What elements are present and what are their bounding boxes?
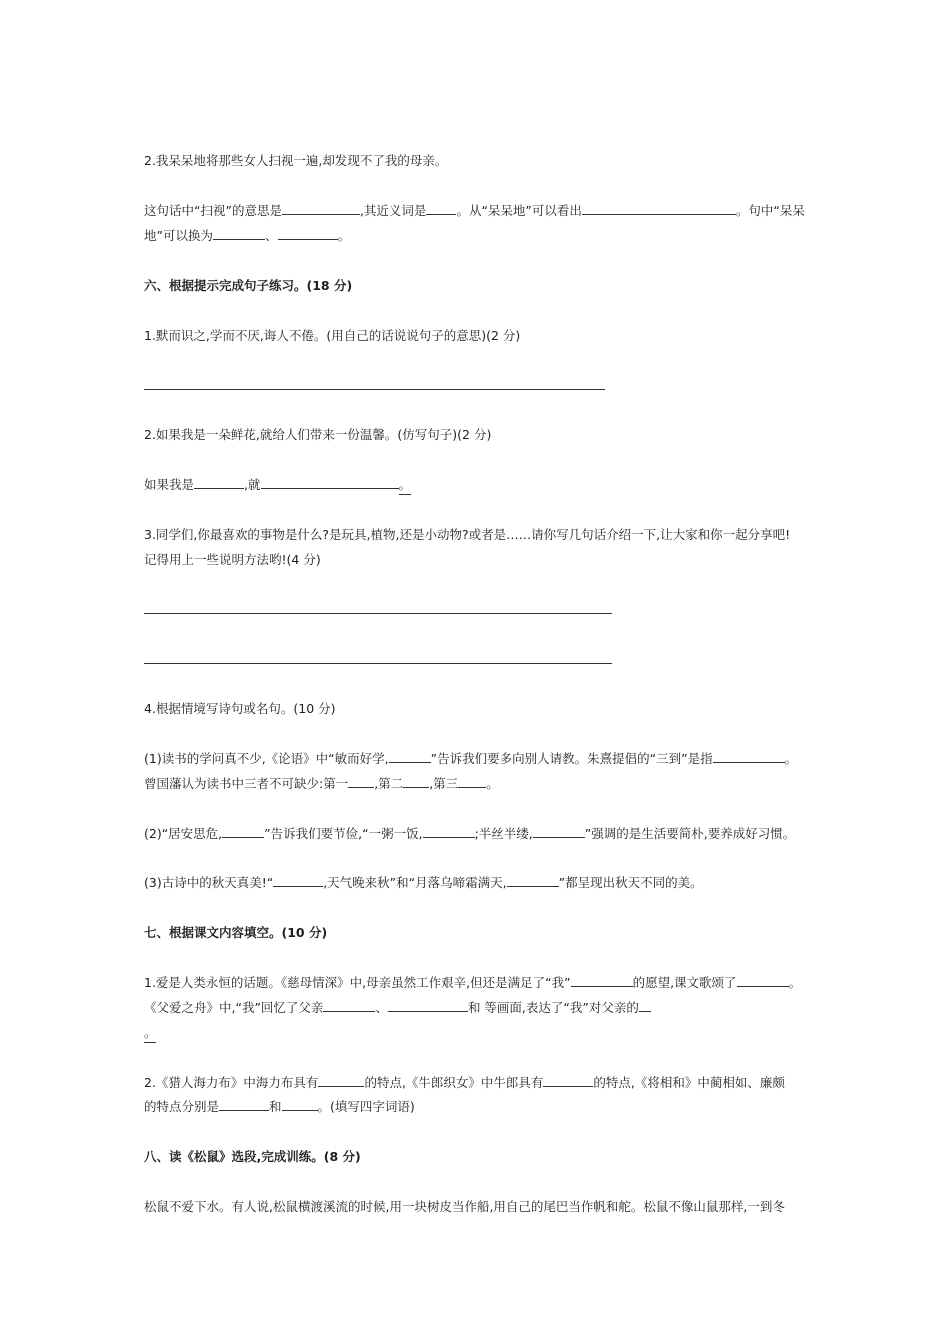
question-text: 2.如果我是一朵鲜花,就给人们带来一份温馨。(仿写句子)(2 分) (144, 427, 492, 442)
answer-blank[interactable] (388, 999, 468, 1012)
answer-blank[interactable] (423, 825, 475, 838)
answer-blank[interactable] (213, 227, 265, 240)
text-segment: 、 (264, 228, 278, 243)
text-segment: 的特点,《将相和》中蔺相如、廉颇 (593, 1075, 785, 1090)
answer-blank[interactable] (389, 750, 431, 763)
answer-blank[interactable] (543, 1074, 593, 1087)
text-segment: ,第三 (429, 776, 459, 791)
text-segment: 的愿望,课文歌颂了 (632, 975, 737, 990)
question-text (144, 227, 350, 245)
answer-blank[interactable] (278, 227, 338, 240)
answer-blank[interactable] (426, 202, 456, 215)
text-segment: ”都呈现出秋天不同的美。 (558, 875, 703, 890)
question-text (144, 825, 795, 843)
answer-blank[interactable] (261, 476, 399, 489)
text-segment: 和 等画面,表达了“我”对父亲的 (467, 1000, 639, 1015)
text-segment: (3)古诗中的秋天真美!“ (144, 875, 274, 890)
answer-blank[interactable] (219, 1098, 269, 1111)
passage-text: 松鼠不爱下水。有人说,松鼠横渡溪流的时候,用一块树皮当作船,用自己的尾巴当作帆和舵。松鼠不像山鼠那样,一到冬 (144, 1199, 785, 1214)
question-text (144, 874, 703, 892)
text-segment: 。(填写四字词语) (317, 1099, 415, 1114)
section-heading: 六、根据提示完成句子练习。(18 分) (144, 278, 353, 293)
answer-blank[interactable] (571, 974, 633, 987)
question-text (144, 974, 801, 992)
text-segment: 这句话中“扫视”的意思是 (144, 203, 282, 218)
answer-blank[interactable] (458, 775, 486, 788)
answer-blank[interactable] (737, 974, 789, 987)
text-segment: (1)读书的学问真不少,《论语》中“敏而好学, (144, 751, 389, 766)
question-text: 3.同学们,你最喜欢的事物是什么?是玩具,植物,还是小动物?或者是……请你写几句话介绍一下,让大家和你一起分享吧! (144, 527, 791, 542)
question-text (144, 1074, 785, 1092)
text-segment: 。 (337, 228, 351, 243)
answer-line[interactable] (144, 389, 605, 390)
answer-line[interactable] (144, 613, 612, 614)
answer-blank[interactable] (318, 1074, 364, 1087)
question-text (144, 1024, 156, 1043)
answer-blank[interactable] (582, 202, 736, 215)
question-text (144, 1098, 415, 1116)
text-segment: ,第二 (374, 776, 404, 791)
text-segment: ,天气晚来秋”和“月落乌啼霜满天, (323, 875, 507, 890)
text-segment: ”告诉我们要多向别人请教。朱熹提倡的“三到”是指 (430, 751, 713, 766)
answer-blank[interactable] (194, 476, 244, 489)
answer-blank[interactable] (533, 825, 585, 838)
text-segment: 1.爱是人类永恒的话题。《慈母情深》中,母亲虽然工作艰辛,但还是满足了“我” (144, 975, 571, 990)
question-text (144, 775, 499, 793)
answer-blank[interactable] (639, 999, 651, 1012)
question-text (144, 999, 651, 1017)
text-segment: 。 (788, 975, 802, 990)
text-segment: ;半丝半缕, (474, 826, 533, 841)
text-segment: (2)“居安思危, (144, 826, 223, 841)
text-segment: 。 (399, 476, 412, 495)
text-segment: 的特点分别是 (144, 1099, 220, 1114)
question-text (144, 476, 411, 495)
answer-blank[interactable] (348, 775, 374, 788)
question-text: 记得用上一些说明方法哟!(4 分) (144, 552, 321, 567)
text-segment: 的特点,《牛郎织女》中牛郎具有 (364, 1075, 544, 1090)
answer-blank[interactable] (403, 775, 429, 788)
answer-line[interactable] (144, 663, 612, 664)
answer-blank[interactable] (507, 874, 559, 887)
text-segment: 曾国藩认为读书中三者不可缺少:第一 (144, 776, 349, 791)
text-segment: 。 (486, 776, 499, 791)
question-text (144, 750, 797, 768)
text-segment: 、 (375, 1000, 388, 1015)
question-text: 1.默而识之,学而不厌,诲人不倦。(用自己的话说说句子的意思)(2 分) (144, 328, 521, 343)
text-segment: ”告诉我们要节俭,“一粥一饭, (264, 826, 423, 841)
text-segment: ”强调的是生活要简朴,要养成好习惯。 (584, 826, 796, 841)
text-segment: 《父爱之舟》中,“我”回忆了父亲 (144, 1000, 324, 1015)
answer-blank[interactable] (282, 202, 360, 215)
answer-blank[interactable] (282, 1098, 318, 1111)
question-text (144, 202, 805, 220)
text-segment: 。 (144, 1024, 156, 1043)
text-segment: 。 (784, 751, 798, 766)
text-segment: ,就 (244, 477, 261, 492)
text-segment: 和 (269, 1099, 282, 1114)
text-segment: 。从“呆呆地”可以看出 (456, 203, 582, 218)
answer-blank[interactable] (323, 999, 375, 1012)
section-heading: 八、读《松鼠》选段,完成训练。(8 分) (144, 1149, 361, 1164)
question-text: 2.我呆呆地将那些女人扫视一遍,却发现不了我的母亲。 (144, 153, 448, 168)
text-segment: ,其近义词是 (359, 203, 427, 218)
answer-blank[interactable] (222, 825, 264, 838)
answer-blank[interactable] (713, 750, 785, 763)
text-segment: 。句中“呆呆 (735, 203, 805, 218)
text-segment: 如果我是 (144, 477, 195, 492)
answer-blank[interactable] (273, 874, 323, 887)
question-text: 4.根据情境写诗句或名句。(10 分) (144, 701, 336, 716)
text-segment: 地”可以换为 (144, 228, 213, 243)
text-segment: 2.《猎人海力布》中海力布具有 (144, 1075, 319, 1090)
section-heading: 七、根据课文内容填空。(10 分) (144, 925, 328, 940)
